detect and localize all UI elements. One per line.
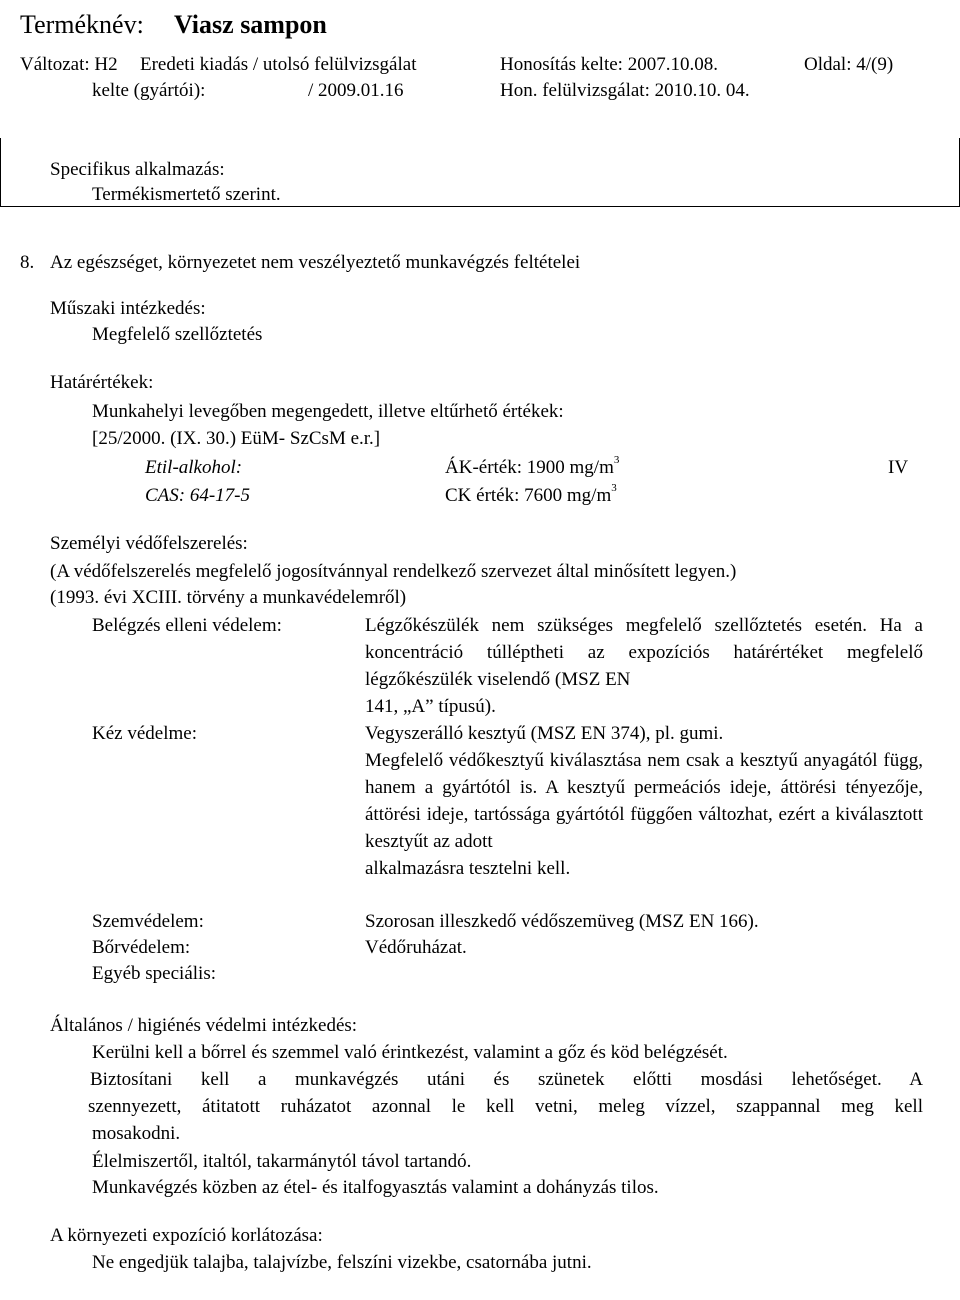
hygiene-line-4: mosakodni.: [92, 1123, 181, 1144]
issue-line-2-label: kelte (gyártói):: [92, 80, 206, 101]
ak-limit-value: [445, 453, 620, 479]
specific-use-value: Termékismertető szerint.: [92, 184, 281, 205]
hand-last-line: alkalmazásra tesztelni kell.: [365, 858, 571, 879]
hand-text: [365, 747, 923, 882]
limit-class: IV: [888, 457, 909, 478]
issue-line-2-date: / 2009.01.16: [308, 80, 404, 101]
hygiene-paragraph: [90, 1066, 923, 1120]
ck-limit-exponent: 3: [611, 481, 617, 494]
ak-limit-exponent: 3: [613, 453, 620, 466]
product-title: [20, 8, 327, 42]
ppe-label: Személyi védőfelszerelés:: [50, 533, 248, 554]
product-name: Viasz sampon: [174, 10, 327, 39]
hygiene-line-5: Élelmiszertől, italtól, takarmánytól távol tartandó.: [92, 1151, 472, 1172]
limits-label: Határértékek:: [50, 372, 154, 393]
homologation-review: Hon. felülvizsgálat: 2010.10. 04.: [500, 80, 750, 101]
hand-body: Megfelelő védőkesztyű kiválasztása nem csak a kesztyű anyagától függ, hanem a gyártótól is. A kesztyű permeációs ideje, áttörési tényezője, áttörési ideje, tartóssága gyártótól függően változhat, ezért a kiválasztott kesztyűt az adott: [365, 750, 923, 852]
version: Változat: H2: [20, 54, 118, 75]
hand-line-1: Vegyszerálló kesztyű (MSZ EN 374), pl. gumi.: [365, 723, 724, 744]
limits-line-1: Munkahelyi levegőben megengedett, illetve eltűrhető értékek:: [92, 401, 564, 422]
eye-value: Szorosan illeszkedő védőszemüveg (MSZ EN 166).: [365, 911, 759, 932]
ppe-note: (A védőfelszerelés megfelelő jogosítvánnyal rendelkező szervezet által minősített legyen.): [50, 561, 737, 582]
ck-limit-text: CK érték: 7600 mg/m: [445, 485, 612, 506]
hygiene-line-2: Biztosítani kell a munkavégzés utáni és szünetek előtti mosdási lehetőséget. A: [90, 1069, 923, 1090]
ppe-law: (1993. évi XCIII. törvény a munkavédelemről): [50, 587, 407, 608]
respiratory-body: Légzőkészülék nem szükséges megfelelő szellőztetés esetén. Ha a koncentráció túlléptheti az expozíciós határértéket megfelelő légzőkészülék viselendő (MSZ EN: [365, 615, 923, 690]
respiratory-last-line: 141, „A” típusú).: [365, 696, 496, 717]
hygiene-line-6: Munkavégzés közben az étel- és italfogyasztás valamint a dohányzás tilos.: [92, 1177, 659, 1198]
substance-name: Etil-alkohol:: [145, 457, 243, 478]
ak-limit-text: ÁK-érték: 1900 mg/m: [445, 457, 614, 478]
respiratory-text: [365, 612, 923, 720]
skin-value: Védőruházat.: [365, 937, 467, 958]
section-title: Az egészséget, környezetet nem veszélyeztető munkavégzés feltételei: [50, 252, 581, 273]
limits-regulation: [25/2000. (IX. 30.) EüM- SzCsM e.r.]: [92, 428, 381, 449]
homologation-date: Honosítás kelte: 2007.10.08.: [500, 54, 718, 75]
hand-label: Kéz védelme:: [92, 723, 197, 744]
respiratory-label: Belégzés elleni védelem:: [92, 615, 282, 636]
environment-label: A környezeti expozíció korlátozása:: [50, 1225, 323, 1246]
specific-use-label: Specifikus alkalmazás:: [50, 159, 225, 180]
other-label: Egyéb speciális:: [92, 963, 216, 984]
technical-label: Műszaki intézkedés:: [50, 298, 206, 319]
ck-limit-value: [445, 481, 617, 507]
section-number: 8.: [20, 252, 35, 273]
box-border-left: [0, 138, 1, 206]
skin-label: Bőrvédelem:: [92, 937, 191, 958]
cas-number: CAS: 64-17-5: [145, 485, 251, 506]
document-header: [0, 0, 960, 207]
hygiene-line-3: szennyezett, átitatott ruházatot azonnal le kell vetni, meleg vízzel, szappannal meg kell: [88, 1096, 923, 1117]
product-label: Terméknév:: [20, 10, 144, 39]
technical-value: Megfelelő szellőztetés: [92, 324, 263, 345]
hygiene-line-1: Kerülni kell a bőrrel és szemmel való érintkezést, valamint a gőz és köd belégzését.: [92, 1042, 728, 1063]
environment-value: Ne engedjük talajba, talajvízbe, felszíni vizekbe, csatornába jutni.: [92, 1252, 592, 1273]
page-number: Oldal: 4/(9): [804, 54, 894, 75]
issue-line-1: Eredeti kiadás / utolsó felülvizsgálat: [140, 54, 417, 75]
hygiene-label: Általános / higiénés védelmi intézkedés:: [50, 1015, 358, 1036]
eye-label: Szemvédelem:: [92, 911, 204, 932]
